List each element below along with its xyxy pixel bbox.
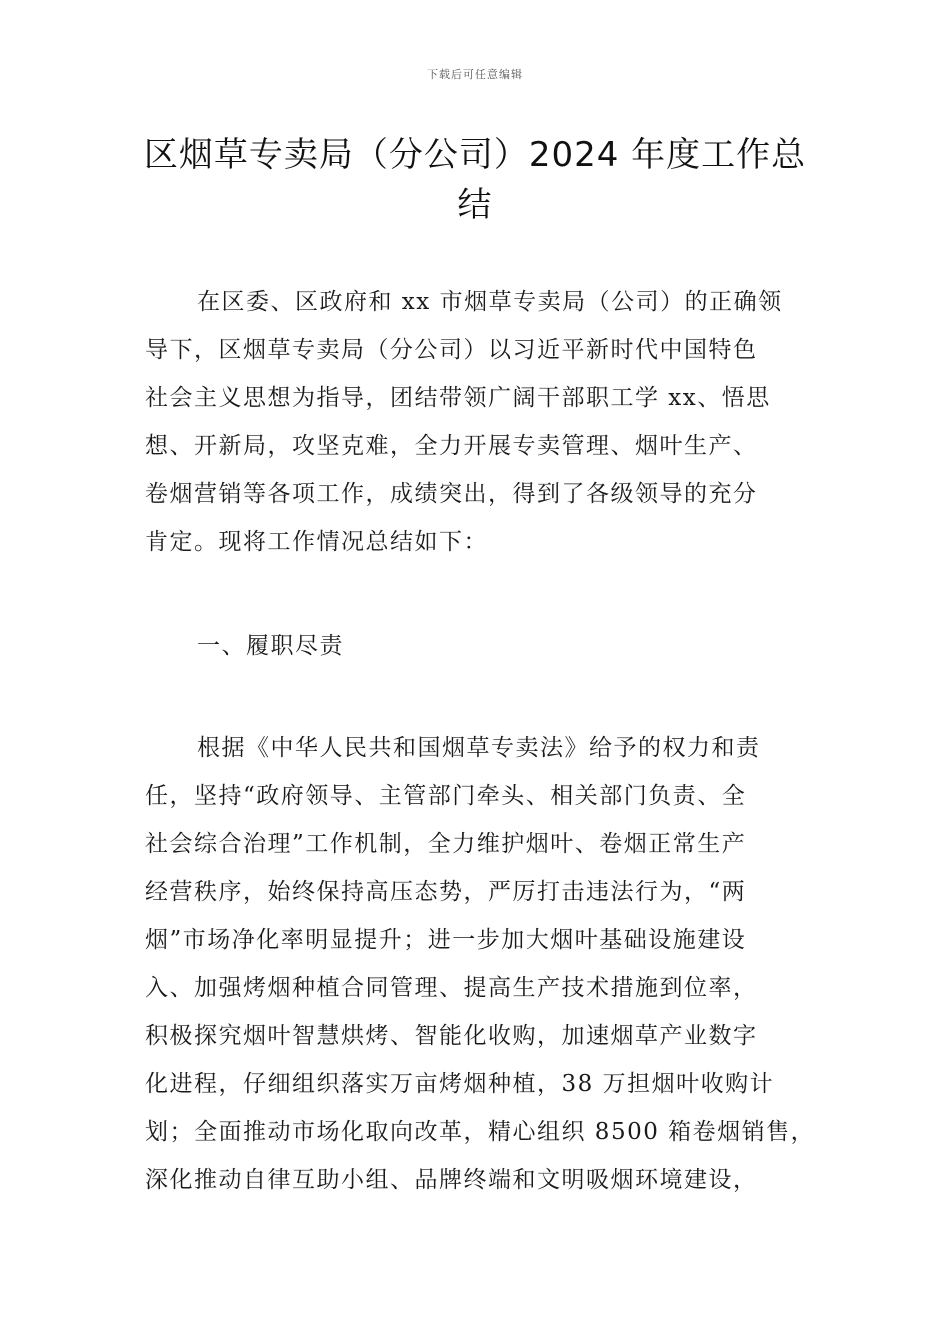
paragraph-line: 化进程，仔细组织落实万亩烤烟种植，38 万担烟叶收购计 bbox=[145, 1071, 775, 1097]
title-line-1: 区烟草专卖局（分公司）2024 年度工作总 bbox=[143, 135, 807, 175]
paragraph-line: 积极探究烟叶智慧烘烤、智能化收购，加速烟草产业数字 bbox=[145, 1023, 758, 1049]
paragraph-line: 社会综合治理”工作机制，全力维护烟叶、卷烟正常生产 bbox=[145, 831, 747, 857]
section-heading bbox=[145, 622, 825, 670]
paragraph-line: 社会主义思想为指导，团结带领广阔干部职工学 xx、悟思 bbox=[145, 385, 771, 411]
paragraph-line: 任，坚持“政府领导、主管部门牵头、相关部门负责、全 bbox=[145, 783, 747, 809]
section-paragraph bbox=[145, 724, 825, 1204]
paragraph-line: 入、加强烤烟种植合同管理、提高生产技术措施到位率， bbox=[145, 975, 758, 1001]
paragraph-line: 烟”市场净化率明显提升；进一步加大烟叶基础设施建设 bbox=[145, 927, 747, 953]
paragraph-line: 卷烟营销等各项工作，成绩突出，得到了各级领导的充分 bbox=[145, 481, 758, 507]
paragraph-line: 经营秩序，始终保持高压态势，严厉打击违法行为，“两 bbox=[145, 879, 747, 905]
paragraph-line: 深化推动自律互助小组、品牌终端和文明吸烟环境建设， bbox=[145, 1167, 758, 1193]
section-heading-text: 一、履职尽责 bbox=[197, 633, 344, 659]
paragraph-line: 划；全面推动市场化取向改革，精心组织 8500 箱卷烟销售， bbox=[145, 1119, 816, 1145]
intro-paragraph bbox=[145, 278, 825, 566]
paragraph-line: 肯定。现将工作情况总结如下： bbox=[145, 529, 488, 555]
paragraph-line: 根据《中华人民共和国烟草专卖法》给予的权力和责 bbox=[197, 735, 761, 761]
document-title bbox=[140, 130, 810, 230]
paragraph-line: 想、开新局，攻坚克难，全力开展专卖管理、烟叶生产、 bbox=[145, 433, 758, 459]
title-line-2: 结 bbox=[457, 185, 493, 225]
header-note: 下载后可任意编辑 bbox=[427, 68, 523, 81]
paragraph-line: 在区委、区政府和 xx 市烟草专卖局（公司）的正确领 bbox=[197, 289, 783, 315]
paragraph-line: 导下，区烟草专卖局（分公司）以习近平新时代中国特色 bbox=[145, 337, 758, 363]
